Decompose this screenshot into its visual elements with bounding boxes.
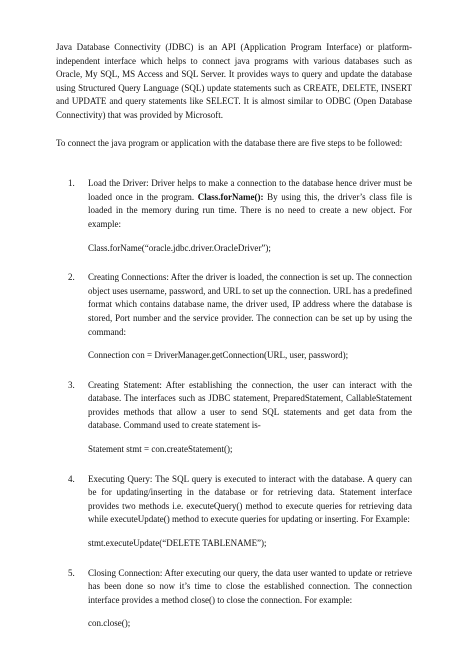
code-example: stmt.executeUpdate(“DELETE TABLENAME”); bbox=[88, 538, 267, 549]
step-text: Executing Query: The SQL query is executed to interact with the database. A query can be for updating/inserting in the database or for retrieving data. Statement interface provides two methods i.e. executeQuery() method to execute queries for retrieving data while executeUpdate() method to execute queries for updating or inserting. For Example: bbox=[88, 473, 412, 525]
step-text-bold: Class.forName(): bbox=[197, 191, 264, 202]
step-text: Closing Connection: After executing our query, the data user wanted to update or retrieve has been done so now it’s time to close the established connection. The connection interface provides a method close() to close the connection. For example: bbox=[88, 567, 412, 605]
code-example: Statement stmt = con.createStatement(); bbox=[88, 444, 233, 455]
code-example: Connection con = DriverManager.getConnection(URL, user, password); bbox=[88, 350, 349, 361]
step-item bbox=[56, 177, 412, 271]
step-number: 4. bbox=[68, 473, 75, 484]
steps-intro: To connect the java program or application with the database there are five steps to be followed: bbox=[56, 137, 403, 148]
steps-list bbox=[56, 177, 412, 647]
step-text bbox=[88, 177, 412, 231]
step-text-after: By using this, the driver’s class file is loaded in the memory during run time. There is no need to create a new object. For example: bbox=[88, 191, 412, 229]
step-number: 1. bbox=[68, 178, 75, 189]
step-item bbox=[56, 271, 412, 379]
step-text-before: Load the Driver: Driver helps to make a connection to the database hence driver must be loaded once in the program. bbox=[88, 178, 412, 202]
intro-paragraph: Java Database Connectivity (JDBC) is an API (Application Program Interface) or platform-independent interface which helps to connect java programs with various databases such as Oracle, My SQL, MS Access and SQL Server. It provides ways to query and update the database using Structured Query Language (SQL) update statements such as CREATE, DELETE, INSERT and UPDATE and query statements like SELECT. It is almost similar to ODBC (Open Database Connectivity) that was provided by Microsoft. bbox=[56, 42, 412, 120]
code-example: con.close(); bbox=[88, 618, 131, 629]
step-text: Creating Statement: After establishing the connection, the user can interact with the database. The interfaces such as JDBC statement, PreparedStatement, CallableStatement provides methods that allow a user to send SQL statements and get data from the database. Command used to create statement is- bbox=[88, 379, 412, 431]
code-example: Class.forName(“oracle.jdbc.driver.OracleDriver”); bbox=[88, 242, 271, 253]
step-item bbox=[56, 567, 412, 647]
step-number: 2. bbox=[68, 272, 75, 283]
step-text: Creating Connections: After the driver is loaded, the connection is set up. The connection object uses username, password, and URL to set up the connection. URL has a predefined format which contains database name, the driver used, IP address where the database is stored, Port number and the service provider. The connection can be set up by using the command: bbox=[88, 272, 412, 337]
step-item bbox=[56, 379, 412, 473]
step-item bbox=[56, 473, 412, 567]
step-number: 3. bbox=[68, 379, 75, 390]
step-number: 5. bbox=[68, 567, 75, 578]
